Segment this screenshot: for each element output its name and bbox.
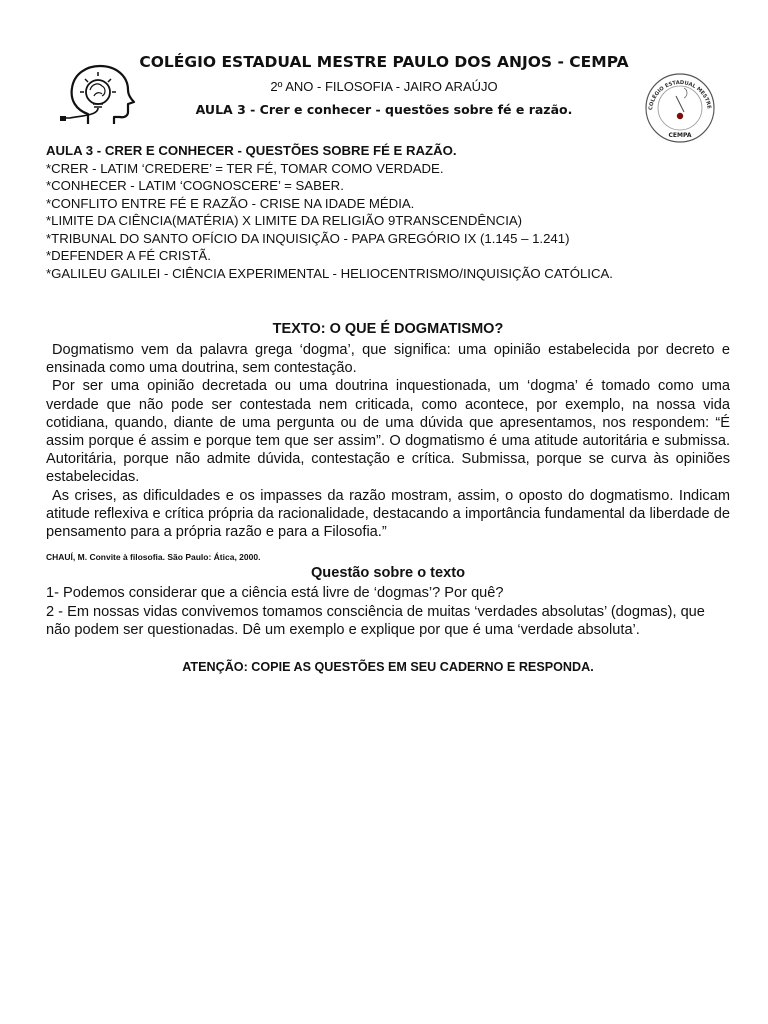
school-title: COLÉGIO ESTADUAL MESTRE PAULO DOS ANJOS - CEMPA (139, 53, 629, 71)
attention-note: ATENÇÃO: COPIE AS QUESTÕES EM SEU CADERNO E RESPONDA. (182, 660, 594, 674)
text-section-title: TEXTO: O QUE É DOGMATISMO? (272, 321, 504, 337)
note-item: *TRIBUNAL DO SANTO OFÍCIO DA INQUISIÇÃO - PAPA GREGÓRIO IX (1.145 – 1.241) (46, 230, 570, 246)
text-paragraph: As crises, as dificuldades e os impasses da razão mostram, assim, o oposto do dogmatismo. Indicam atitude reflexiva e crítica própria da racionalidade, destacando a importância fundamental da liberdade de pensamento para a própria razão e para a Filosofia.” (46, 487, 730, 541)
seal-ring-text: COLÉGIO ESTADUAL MESTRE (648, 79, 712, 111)
notes-heading: AULA 3 - CRER E CONHECER - QUESTÕES SOBRE FÉ E RAZÃO. (46, 143, 457, 158)
citation: CHAUÍ, M. Convite à filosofia. São Paulo: Ática, 2000. (46, 552, 261, 562)
questions-title: Questão sobre o texto (310, 565, 466, 581)
note-item: *GALILEU GALILEI - CIÊNCIA EXPERIMENTAL - HELIOCENTRISMO/INQUISIÇÃO CATÓLICA. (46, 265, 613, 281)
text-paragraph: Dogmatismo vem da palavra grega ‘dogma’, que significa: uma opinião estabelecida por decreto e ensinada como uma doutrina, sem contestação. (46, 342, 730, 377)
note-item: *CRER - LATIM ‘CREDERE’ = TER FÉ, TOMAR COMO VERDADE. (46, 160, 444, 176)
text-paragraph: Por ser uma opinião decretada ou uma doutrina inquestionada, um ‘dogma’ é tomado como uma verdade que não pode ser contestada nem criticada, como acontece, por exemplo, na nossa vida cotidiana, quando, diante de uma pergunta ou de uma dúvida que apresentamos, nos respondem: “É assim porque é assim e porque tem que ser assim”. O dogmatismo é uma atitude autoritária e submissa. Autoritária, porque não admite dúvida, contestação e crítica. Submissa, porque se curva às opiniões estabelecidas. (46, 378, 730, 486)
note-item: *DEFENDER A FÉ CRISTÃ. (46, 248, 211, 263)
lesson-notes (46, 142, 736, 282)
text-body (46, 341, 730, 541)
question-item: 2 - Em nossas vidas convivemos tomamos consciência de muitas ‘verdades absolutas’ (dogmas), que não podem ser questionadas. Dê um exemplo e explique por que é uma ‘verdade absoluta’. (46, 603, 705, 638)
class-subtitle: 2º ANO - FILOSOFIA - JAIRO ARAÚJO (270, 79, 498, 94)
head-brain-lightbulb-icon (58, 62, 138, 132)
lesson-heading: AULA 3 - Crer e conhecer - questões sobre fé e razão. (195, 102, 573, 117)
seal-label: CEMPA (668, 132, 692, 139)
note-item: *LIMITE DA CIÊNCIA(MATÉRIA) X LIMITE DA RELIGIÃO 9TRANSCENDÊNCIA) (46, 213, 523, 228)
note-item: *CONFLITO ENTRE FÉ E RAZÃO - CRISE NA IDADE MÉDIA. (46, 195, 415, 211)
questions-list (46, 584, 732, 640)
question-item: 1- Podemos considerar que a ciência está livre de ‘dogmas’? Por quê? (46, 585, 504, 601)
note-item: *CONHECER - LATIM ‘COGNOSCERE’ = SABER. (46, 178, 344, 193)
